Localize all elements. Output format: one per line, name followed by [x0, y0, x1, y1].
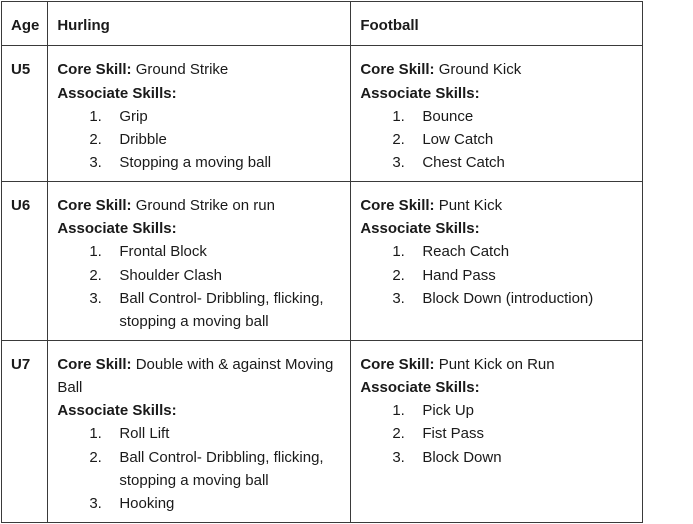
core-skill-line [360, 58, 634, 81]
list-item: 3. Block Down [392, 448, 502, 466]
list-item: 2. Dribble [89, 131, 167, 149]
age-cell: U7 [2, 340, 48, 522]
core-skill-label: Core Skill: [360, 61, 435, 79]
core-skill-line [57, 58, 342, 81]
list-item: 1. Grip [89, 107, 148, 125]
table-row [2, 340, 643, 522]
core-skill-label: Core Skill: [57, 196, 132, 214]
list-item: 2. Ball Control- Dribbling, flicking, stopping a moving ball [89, 448, 324, 490]
football-cell [351, 46, 643, 181]
list-item: 3. Stopping a moving ball [89, 154, 272, 172]
skills-list [360, 399, 634, 469]
list-item: 1. Pick Up [392, 402, 475, 420]
associate-skills-label: Associate Skills: [360, 378, 480, 396]
core-skill-value: Ground Kick [438, 61, 522, 79]
associate-skills-label: Associate Skills: [57, 84, 177, 102]
list-item: 1. Roll Lift [89, 425, 170, 443]
list-item: 2. Shoulder Clash [89, 266, 222, 284]
associate-skills-label: Associate Skills: [57, 220, 177, 238]
header-hurling: Hurling [48, 2, 351, 46]
list-item: 1. Bounce [392, 107, 474, 125]
core-skill-line [57, 353, 342, 400]
list-item: 3. Chest Catch [392, 154, 505, 172]
list-item: 2. Low Catch [392, 131, 494, 149]
core-skill-value: Double with & against Moving Ball [57, 355, 334, 396]
core-skill-value: Ground Strike on run [135, 196, 275, 214]
football-cell [351, 340, 643, 522]
hurling-cell [48, 181, 351, 340]
skills-list [57, 105, 342, 175]
header-football: Football [351, 2, 643, 46]
core-skill-line [57, 194, 342, 217]
list-item: 1. Reach Catch [392, 243, 510, 261]
associate-skills-label: Associate Skills: [360, 84, 480, 102]
age-cell: U6 [2, 181, 48, 340]
core-skill-label: Core Skill: [360, 355, 435, 373]
core-skill-label: Core Skill: [57, 355, 132, 373]
skills-list [57, 240, 342, 333]
hurling-cell [48, 46, 351, 181]
list-item: 3. Ball Control- Dribbling, flicking, stopping a moving ball [89, 289, 324, 331]
list-item: 2. Hand Pass [392, 266, 496, 284]
skills-list [360, 105, 634, 175]
list-item: 3. Block Down (introduction) [392, 289, 594, 307]
header-row [2, 2, 643, 46]
list-item: 2. Fist Pass [392, 425, 485, 443]
skills-table [1, 1, 643, 523]
hurling-cell [48, 340, 351, 522]
header-age: Age [2, 2, 48, 46]
skills-list [57, 422, 342, 515]
table-row [2, 46, 643, 181]
core-skill-label: Core Skill: [360, 196, 435, 214]
core-skill-value: Ground Strike [135, 61, 229, 79]
associate-skills-label: Associate Skills: [360, 220, 480, 238]
core-skill-label: Core Skill: [57, 61, 132, 79]
list-item: 1. Frontal Block [89, 243, 207, 261]
core-skill-value: Punt Kick [438, 196, 503, 214]
table-row [2, 181, 643, 340]
skills-list [360, 240, 634, 310]
associate-skills-label: Associate Skills: [57, 402, 177, 420]
core-skill-value: Punt Kick on Run [438, 355, 555, 373]
age-cell: U5 [2, 46, 48, 181]
list-item: 3. Hooking [89, 495, 175, 513]
football-cell [351, 181, 643, 340]
core-skill-line [360, 353, 634, 376]
core-skill-line [360, 194, 634, 217]
